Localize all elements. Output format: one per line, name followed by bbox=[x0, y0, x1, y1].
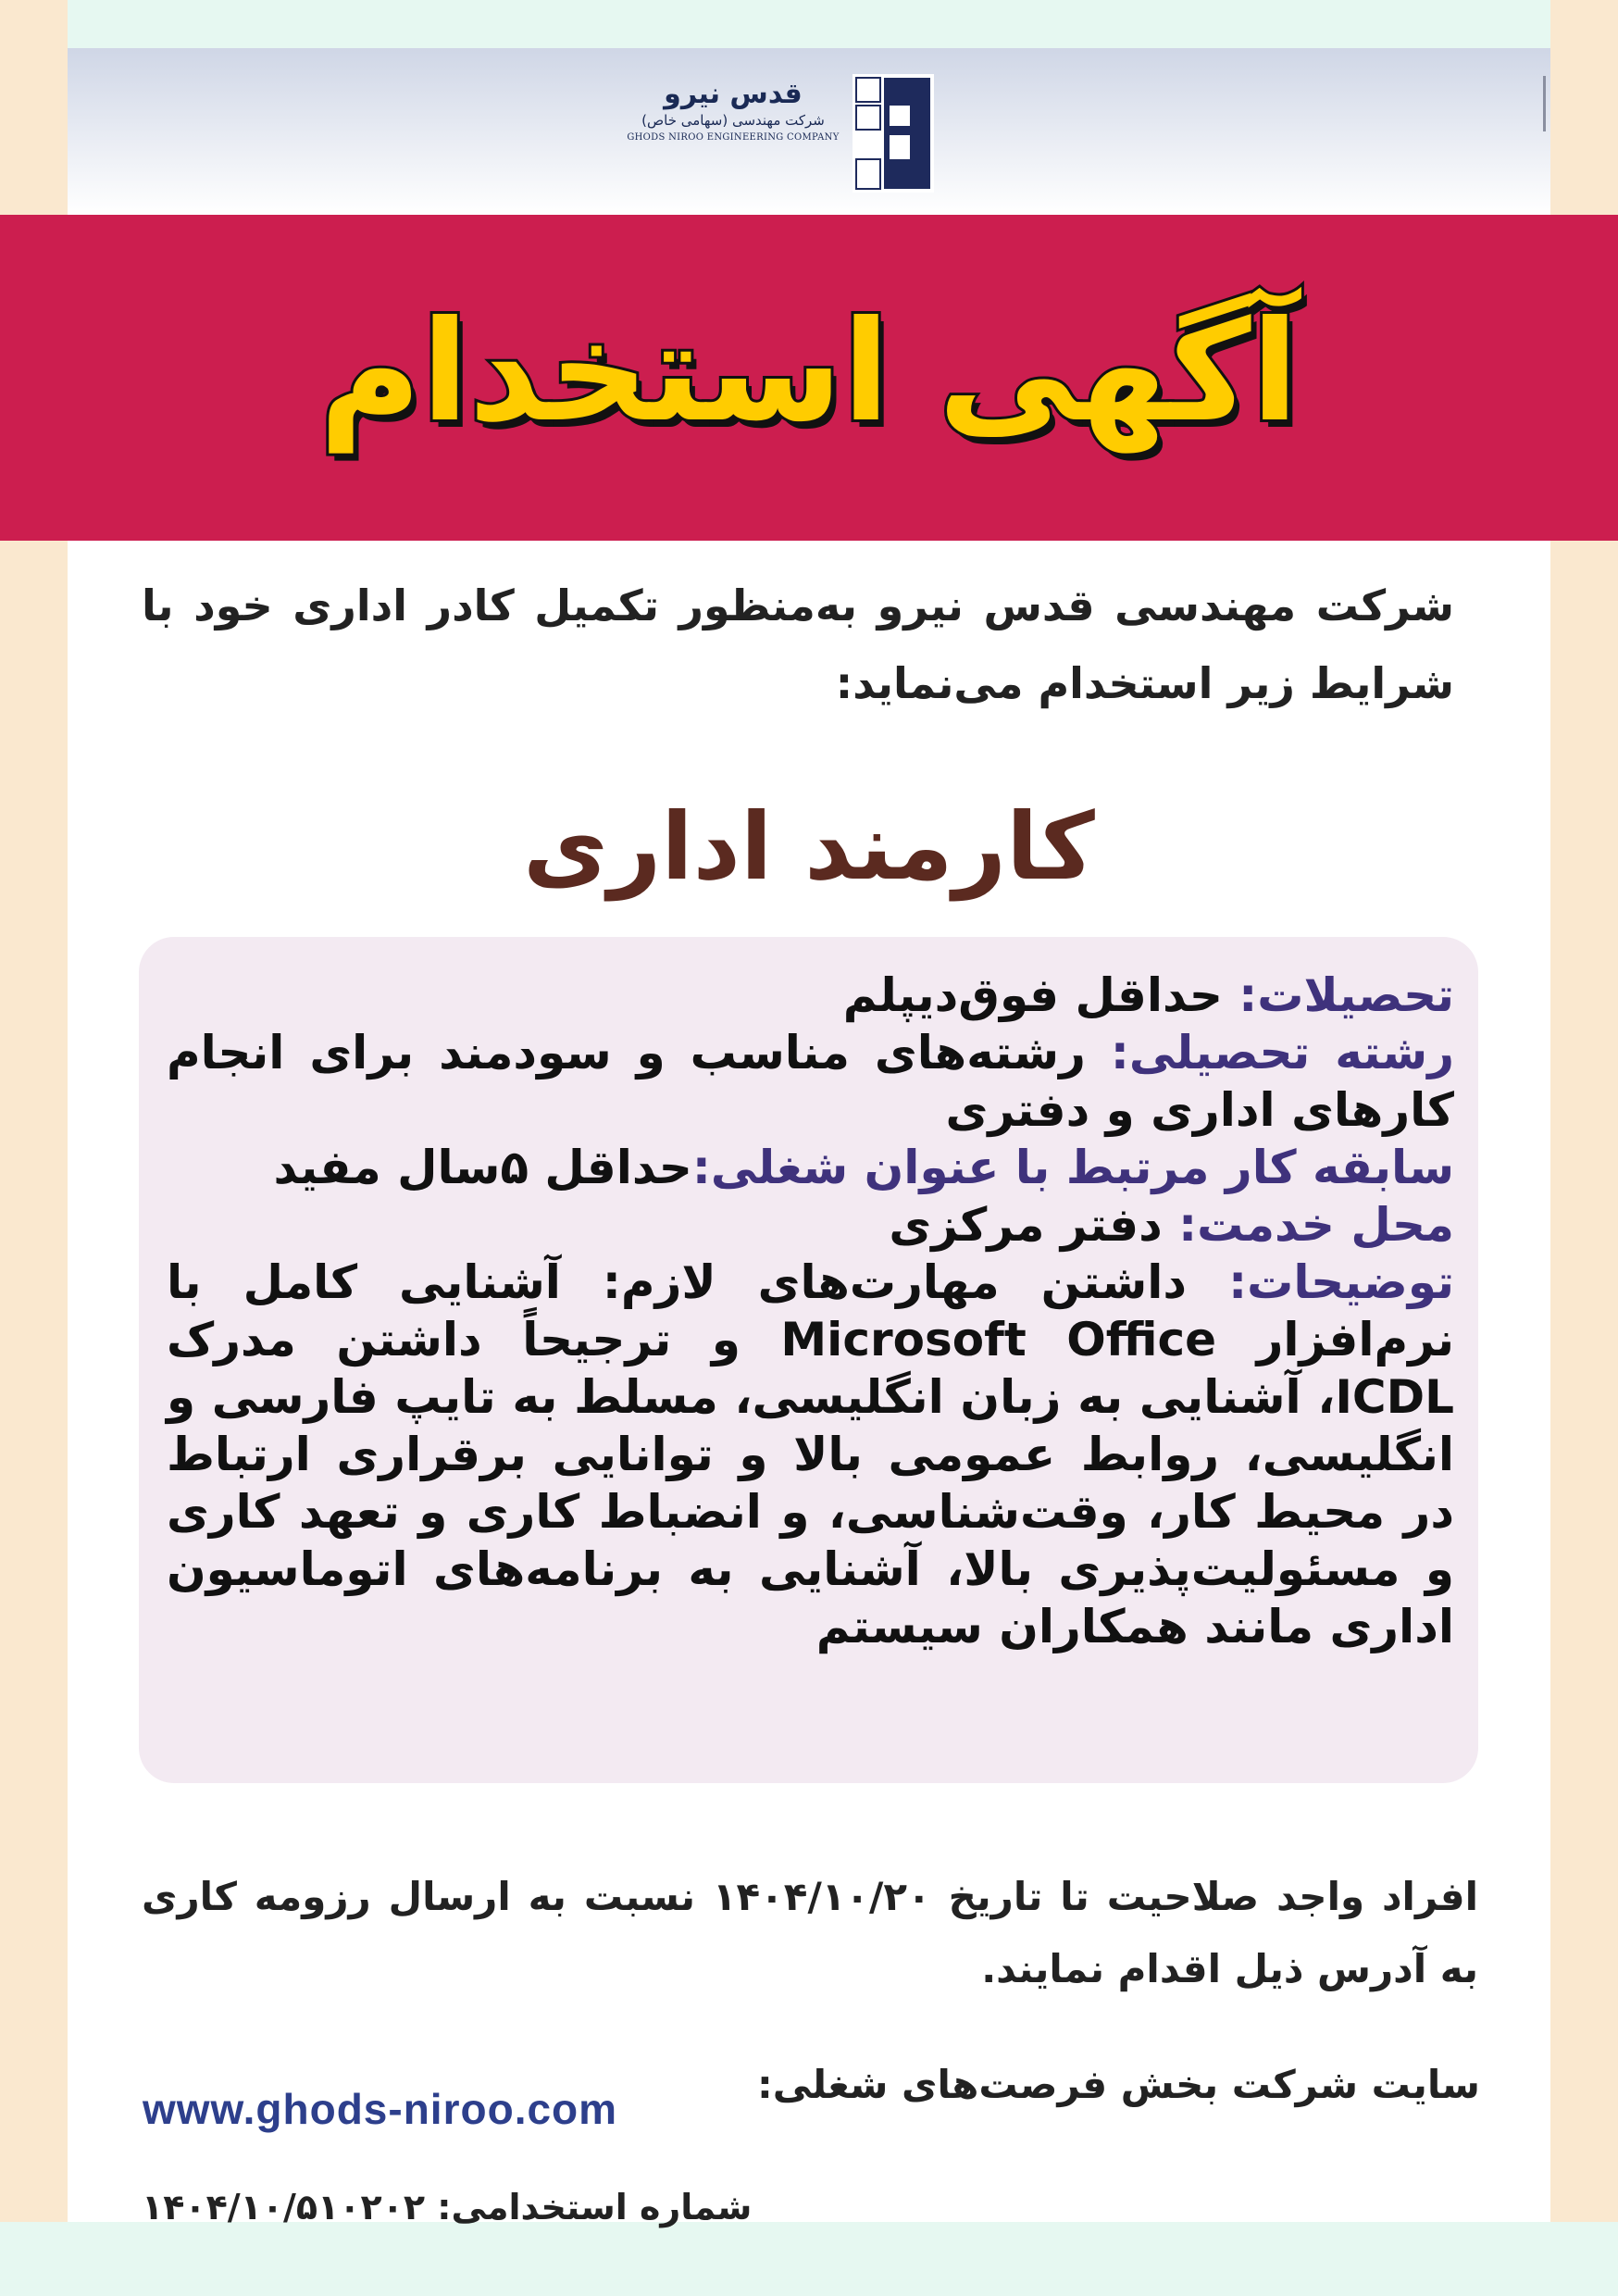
requirement-notes bbox=[167, 1254, 1454, 1655]
requirement-value: حداقل فوق‌دیپلم bbox=[842, 968, 1239, 1022]
requirement-label: تحصیلات: bbox=[1238, 968, 1454, 1022]
requirement-label: سابقه کار مرتبط با عنوان شغلی: bbox=[691, 1141, 1454, 1194]
requirement-label: توضیحات: bbox=[1228, 1255, 1454, 1309]
requirements-list bbox=[167, 967, 1454, 1655]
divider bbox=[1543, 76, 1546, 131]
company-logo bbox=[623, 74, 975, 196]
page-title: آگهی استخدام bbox=[319, 292, 1299, 453]
requirement-label: رشته تحصیلی: bbox=[1110, 1026, 1454, 1079]
reference-number: شماره استخدامی: ۱۴۰۴/۱۰/۵۱۰۲۰۲ bbox=[142, 2187, 753, 2227]
logo-mark-icon bbox=[853, 74, 934, 193]
certificate-name: ICDL bbox=[1335, 1370, 1454, 1424]
website-link[interactable]: www.ghods-niroo.com bbox=[143, 2085, 618, 2133]
logo-english-name: GHODS NIROO ENGINEERING COMPANY bbox=[627, 132, 840, 143]
software-name: Microsoft Office bbox=[780, 1313, 1217, 1366]
requirement-value: و ترجیحاً داشتن مدرک bbox=[167, 1313, 781, 1366]
poster-page bbox=[68, 48, 1550, 2227]
requirement-value: ، آشنایی به زبان انگلیسی، مسلط به تایپ فارسی و انگلیسی، روابط عمومی بالا و توانایی برقراری ارتباط در محیط کار، وقت‌شناسی، و انضباط کاری و تعهد کاری و مسئولیت‌پذیری بالا، آشنایی به برنامه‌های اتوماسیون اداری مانند همکاران سیستم bbox=[167, 1370, 1454, 1653]
intro-paragraph: شرکت مهندسی قدس نیرو به‌منظور تکمیل کادر اداری خود با شرایط زیر استخدام می‌نماید: bbox=[142, 580, 1454, 708]
requirement-value: رشته‌های مناسب و سودمند برای انجام کارهای اداری و دفتری bbox=[167, 1026, 1454, 1137]
requirements-panel bbox=[139, 937, 1478, 1783]
requirement-value: حداقل ۵سال مفید bbox=[273, 1141, 692, 1194]
logo-name: قدس نیرو bbox=[664, 78, 803, 110]
requirement-education bbox=[167, 967, 1454, 1024]
site-label: سایت شرکت بخش فرصت‌های شغلی: bbox=[756, 2062, 1480, 2107]
requirement-experience bbox=[167, 1139, 1454, 1196]
requirement-value: دفتر مرکزی bbox=[889, 1198, 1179, 1252]
requirement-label: محل خدمت: bbox=[1178, 1198, 1454, 1252]
application-instructions bbox=[142, 1861, 1478, 2005]
logo-subtitle: شرکت مهندسی (سهامی خاص) bbox=[641, 112, 825, 129]
requirement-location bbox=[167, 1196, 1454, 1254]
title-banner bbox=[0, 215, 1618, 541]
logo-text bbox=[623, 74, 843, 146]
requirement-value: داشتن مهارت‌های لازم: آشنایی کامل با نرم‌افزار bbox=[167, 1255, 1454, 1366]
job-title: کارمند اداری bbox=[523, 792, 1095, 901]
header-band bbox=[68, 48, 1550, 215]
deadline-text: افراد واجد صلاحیت تا تاریخ ۱۴۰۴/۱۰/۲۰ نسبت به ارسال رزومه کاری به آدرس ذیل اقدام نمایند. bbox=[142, 1874, 1478, 1991]
requirement-field bbox=[167, 1024, 1454, 1139]
